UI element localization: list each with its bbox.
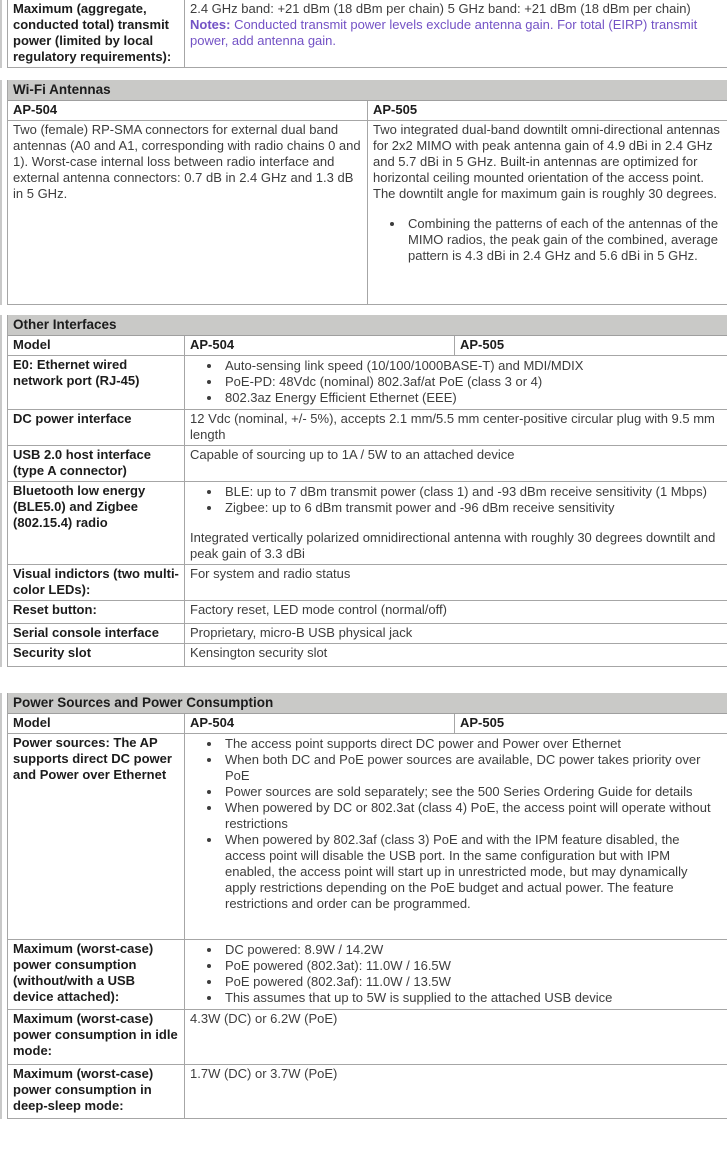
bullet-item: • When powered by 802.3af (class 3) PoE and with the IPM feature disabled, the access point will disable the USB port. In the same configuration but with IPM enabled, the access point will start up in unrestricted mode, but may dynamically apply restrictions depending on the PoE budget and actual power. The feature restrictions and order can be programmed. [222, 832, 722, 912]
row-value-max-consumption [185, 940, 727, 1009]
bullet-item: • BLE: up to 7 dBm transmit power (class 1) and -93 dBm receive sensitivity (1 Mbps) [222, 484, 722, 500]
row-label-e0-ethernet: E0: Ethernet wired network port (RJ-45) [8, 356, 185, 409]
column-header-ap505: AP-505 [373, 102, 418, 117]
table-header-row [8, 101, 727, 121]
table-row [8, 644, 727, 667]
notes-text: Conducted transmit power levels exclude antenna gain. For total (EIRP) transmit power, add antenna gain. [190, 17, 698, 48]
column-header-ap504: AP-504 [8, 101, 368, 120]
table-row [8, 940, 727, 1010]
bullet-item: • When both DC and PoE power sources are available, DC power takes priority over PoE [222, 752, 722, 784]
column-header-ap504: AP-504 [185, 336, 455, 355]
bullet-item: • When powered by DC or 802.3at (class 4) PoE, the access point will operate without restrictions [222, 800, 722, 832]
row-value-serial-console: Proprietary, micro-B USB physical jack [190, 625, 413, 640]
bullet-item: • This assumes that up to 5W is supplied to the attached USB device [222, 990, 722, 1006]
table-row [8, 624, 727, 644]
column-header-ap504: AP-504 [185, 714, 455, 733]
power-table [0, 693, 727, 1119]
transmit-power-table [0, 0, 727, 68]
table-row [8, 0, 727, 68]
ap505-antenna-text: Two integrated dual-band downtilt omni-directional antennas for 2x2 MIMO with peak antenna gain of 4.9 dBi in 2.4 GHz and 5.7 dBi in 5 GHz. Built-in antennas are optimized for horizontal ceiling mounted orientation of the access point. The downtilt angle for maximum gain is roughly 30 degrees. [373, 122, 720, 201]
ap504-antenna-cell [8, 121, 368, 304]
table-row [8, 565, 727, 601]
row-value-dc-power: 12 Vdc (nominal, +/- 5%), accepts 2.1 mm/5.5 mm center-positive circular plug with 9.5 mm length [190, 411, 715, 442]
column-header-ap505: AP-505 [460, 715, 505, 730]
row-label-dc-power: DC power interface [8, 410, 185, 445]
row-value-visual-indicators: For system and radio status [190, 566, 351, 581]
bullet-item: • PoE-PD: 48Vdc (nominal) 802.3af/at PoE (class 3 or 4) [222, 374, 722, 390]
row-label-visual-indicators: Visual indictors (two multi-color LEDs): [8, 565, 185, 600]
notes-label: Notes: [190, 17, 231, 32]
row-value-idle-consumption: 4.3W (DC) or 6.2W (PoE) [190, 1011, 338, 1026]
table-header-row [8, 336, 727, 356]
ble-antenna-note: Integrated vertically polarized omnidirectional antenna with roughly 30 degrees downtilt and peak gain of 3.3 dBi [190, 530, 716, 561]
transmit-power-value: 2.4 GHz band: +21 dBm (18 dBm per chain) 5 GHz band: +21 dBm (18 dBm per chain) [190, 1, 691, 16]
ble-bullets [190, 484, 722, 516]
table-row [8, 1010, 727, 1065]
ap504-antenna-text: Two (female) RP-SMA connectors for external dual band antennas (A0 and A1, corresponding with radio chains 0 and 1). Worst-case internal loss between radio interface and external antenna connectors: 0.7 dB in 2.4 GHz and 1.3 dB in 5 GHz. [13, 122, 361, 201]
bullet-item: • Auto-sensing link speed (10/100/1000BASE-T) and MDI/MDIX [222, 358, 722, 374]
row-value-deep-sleep-consumption: 1.7W (DC) or 3.7W (PoE) [190, 1066, 338, 1081]
bullet-item: • The access point supports direct DC power and Power over Ethernet [222, 736, 722, 752]
column-header-model: Model [8, 336, 185, 355]
bullet-item: • Power sources are sold separately; see the 500 Series Ordering Guide for details [222, 784, 722, 800]
wifi-antennas-table [0, 80, 727, 305]
e0-bullets [190, 358, 722, 406]
section-header-wifi-antennas: Wi-Fi Antennas [8, 80, 727, 101]
column-header-model: Model [8, 714, 185, 733]
transmit-power-notes [190, 17, 722, 49]
table-row [8, 121, 727, 305]
table-row [8, 1065, 727, 1119]
row-value-ble-zigbee [185, 482, 727, 564]
row-label-idle-consumption: Maximum (worst-case) power consumption in idle mode: [8, 1010, 185, 1064]
bullet-item: • PoE powered (802.3at): 11.0W / 16.5W [222, 958, 722, 974]
max-consumption-bullets [190, 942, 722, 1006]
row-label-ble-zigbee: Bluetooth low energy (BLE5.0) and Zigbee (802.15.4) radio [8, 482, 185, 564]
row-value-security-slot: Kensington security slot [190, 645, 328, 660]
row-label-deep-sleep-consumption: Maximum (worst-case) power consumption in deep-sleep mode: [8, 1065, 185, 1118]
section-header-power: Power Sources and Power Consumption [8, 693, 727, 714]
row-label-transmit-power: Maximum (aggregate, conducted total) transmit power (limited by local regulatory requirements): [8, 0, 185, 67]
other-interfaces-table [0, 315, 727, 667]
row-label-usb: USB 2.0 host interface (type A connector) [8, 446, 185, 481]
bullet-item: • PoE powered (802.3af): 11.0W / 13.5W [222, 974, 722, 990]
table-row [8, 482, 727, 565]
section-header-other-interfaces: Other Interfaces [8, 315, 727, 336]
row-label-serial-console: Serial console interface [8, 624, 185, 643]
row-value-e0-ethernet [185, 356, 727, 409]
table-row [8, 356, 727, 410]
power-sources-bullets [190, 736, 722, 912]
bullet-item: • Zigbee: up to 6 dBm transmit power and -96 dBm receive sensitivity [222, 500, 722, 516]
row-label-reset-button: Reset button: [8, 601, 185, 623]
bullet-item: • 802.3az Energy Efficient Ethernet (EEE) [222, 390, 722, 406]
ap505-antenna-cell [368, 121, 727, 304]
row-value-power-sources [185, 734, 727, 939]
table-row [8, 410, 727, 446]
row-label-max-consumption: Maximum (worst-case) power consumption (without/with a USB device attached): [8, 940, 185, 1009]
table-row [8, 446, 727, 482]
bullet-item: • DC powered: 8.9W / 14.2W [222, 942, 722, 958]
table-header-row [8, 714, 727, 734]
row-label-security-slot: Security slot [8, 644, 185, 666]
column-header-ap505: AP-505 [460, 337, 505, 352]
ap505-antenna-bullets [373, 216, 722, 264]
row-value-reset-button: Factory reset, LED mode control (normal/off) [190, 602, 447, 617]
row-value-transmit-power [185, 0, 727, 67]
bullet-item: • Combining the patterns of each of the antennas of the MIMO radios, the peak gain of the combined, average pattern is 4.3 dBi in 2.4 GHz and 5.6 dBi in 5 GHz. [405, 216, 722, 264]
table-row [8, 601, 727, 624]
row-value-usb: Capable of sourcing up to 1A / 5W to an attached device [190, 447, 515, 462]
table-row [8, 734, 727, 940]
row-label-power-sources: Power sources: The AP supports direct DC power and Power over Ethernet [8, 734, 185, 939]
